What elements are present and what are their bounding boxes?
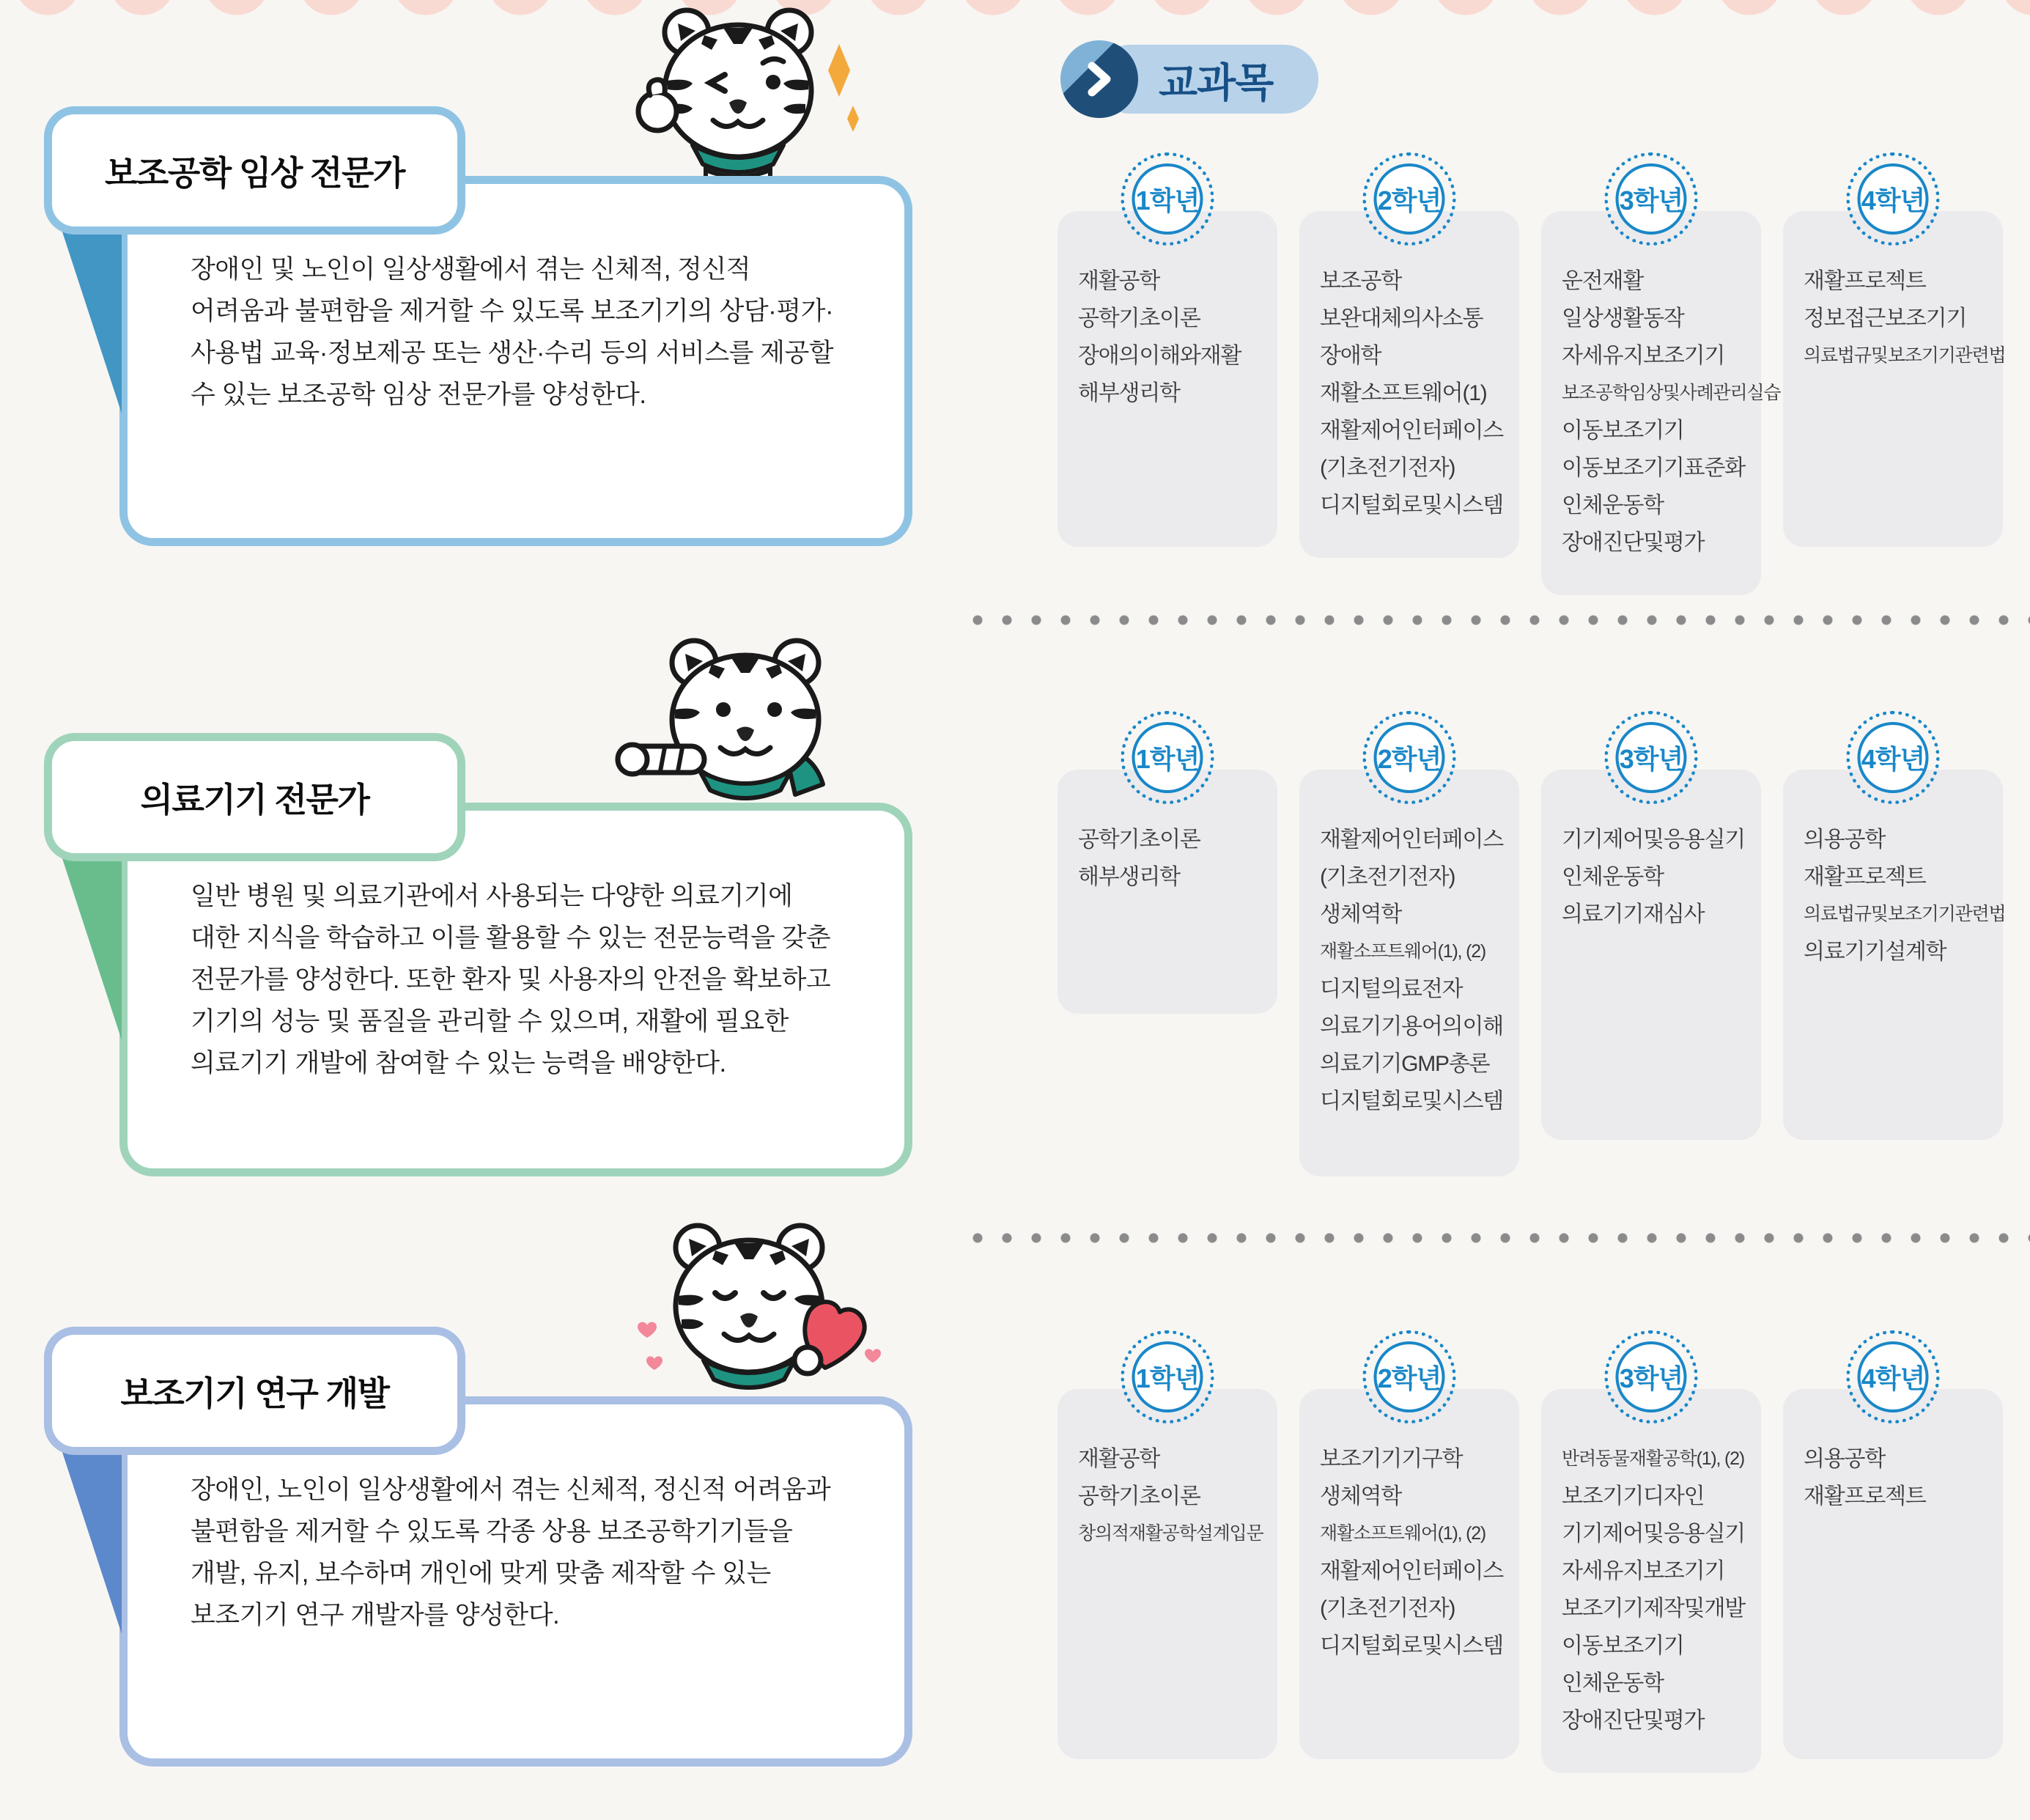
- year-badge-label: 1학년: [1132, 722, 1203, 793]
- profile-title: 의료기기 전문가: [140, 780, 369, 819]
- course-item: 인체운동학: [1562, 493, 1664, 517]
- curriculum-column: [1541, 744, 1761, 1140]
- course-item: 이동보조기기표준화: [1562, 456, 1746, 480]
- course-item: 재활소프트웨어(1): [1320, 381, 1487, 405]
- year-badge-label: 3학년: [1616, 163, 1687, 235]
- course-card: [1299, 211, 1519, 558]
- profile-title: 보조기기 연구 개발: [120, 1374, 389, 1412]
- course-item: 보완대체의사소통: [1320, 306, 1483, 331]
- profile-description: 장애인, 노인이 일상생활에서 겪는 신체적, 정신적 어려움과 불편함을 제거할 수 있도록 각종 상용 보조공학기기들을 개발, 유지, 보수하며 개인에 맞게 맞춤 제작할 수 있는 보조기기 연구 개발자를 양성한다.: [191, 1475, 831, 1629]
- course-card: [1783, 770, 2006, 1140]
- curriculum-column: [1783, 744, 2006, 1140]
- course-item: 의용공학: [1804, 1447, 1886, 1471]
- profile-title-bubble: [44, 106, 465, 235]
- year-badge-label: 3학년: [1616, 722, 1687, 793]
- course-item: 재활공학: [1078, 1447, 1160, 1471]
- dotted-separator: [972, 1232, 2030, 1244]
- year-badge-label: 1학년: [1132, 1341, 1203, 1412]
- course-card: [1783, 1389, 2003, 1759]
- course-item: 기기제어및응용실기: [1562, 1522, 1746, 1546]
- year-badge-label: 3학년: [1616, 1341, 1687, 1412]
- profile-title-bubble: [44, 1327, 465, 1455]
- curriculum-column: [1299, 1363, 1519, 1759]
- course-item: 디지털의료전자: [1320, 977, 1463, 1001]
- course-item: 인체운동학: [1562, 865, 1664, 889]
- year-badge: [1847, 1330, 1940, 1423]
- course-item: 디지털회로및시스템: [1320, 1634, 1504, 1658]
- dotted-separator: [972, 614, 2030, 626]
- course-card: [1299, 1389, 1519, 1759]
- year-badge-label: 1학년: [1132, 163, 1203, 235]
- year-badge: [1847, 711, 1940, 804]
- course-item: 장애진단및평가: [1562, 531, 1705, 555]
- course-item: 재활소프트웨어(1), (2): [1320, 941, 1486, 962]
- curriculum-column: [1783, 185, 2006, 547]
- course-card: [1541, 211, 1781, 595]
- course-item: 재활제어인터페이스: [1320, 1559, 1504, 1583]
- course-item: 반려동물재활공학(1), (2): [1562, 1448, 1745, 1469]
- curriculum-column: [1058, 185, 1277, 547]
- course-item: 해부생리학: [1078, 381, 1180, 405]
- course-item: 의용공학: [1804, 828, 1886, 852]
- course-card: [1783, 211, 2006, 547]
- curriculum-column: [1541, 185, 1781, 595]
- course-item: 재활제어인터페이스: [1320, 419, 1504, 443]
- course-item: 보조기기제작및개발: [1562, 1596, 1746, 1621]
- year-badge-label: 4학년: [1858, 163, 1929, 235]
- course-item: 생체역학: [1320, 1484, 1402, 1508]
- profile-title-bubble: [44, 733, 465, 861]
- year-badge: [1605, 152, 1698, 246]
- subjects-header-label: 교과목: [1096, 45, 1318, 114]
- tiger-mascot-pointing-icon: [612, 632, 861, 808]
- course-item: 의료기기재심사: [1562, 902, 1705, 926]
- profile-title: 보조공학 임상 전문가: [105, 153, 405, 192]
- year-badge: [1363, 1330, 1456, 1423]
- year-badge-label: 2학년: [1374, 1341, 1445, 1412]
- course-item: 이동보조기기: [1562, 419, 1684, 443]
- tiger-mascot-wink-finger-heart-icon: [619, 1, 861, 185]
- course-item: 창의적재활공학설계입문: [1078, 1523, 1263, 1544]
- year-badge: [1121, 152, 1214, 246]
- profile-description: 장애인 및 노인이 일상생활에서 겪는 신체적, 정신적 어려움과 불편함을 제거할 수 있도록 보조기기의 상담·평가·사용법 교육·정보제공 또는 생산·수리 등의 서비스를 제공할 수 있는 보조공학 임상 전문가를 양성한다.: [191, 255, 834, 409]
- course-item: 공학기초이론: [1078, 828, 1200, 852]
- course-card: [1058, 770, 1277, 1014]
- tiger-mascot-holding-heart-icon: [623, 1217, 887, 1400]
- year-badge-label: 4학년: [1858, 722, 1929, 793]
- course-card: [1541, 1389, 1761, 1773]
- course-item: 보조기기디자인: [1562, 1484, 1705, 1508]
- curriculum-row-assistive-device-rnd: [1058, 1363, 2003, 1773]
- course-item: 생체역학: [1320, 902, 1402, 926]
- course-item: 재활소프트웨어(1), (2): [1320, 1523, 1486, 1544]
- course-item: 장애의이해와재활: [1078, 344, 1241, 368]
- course-item: 재활프로젝트: [1804, 865, 1926, 889]
- course-item: 재활프로젝트: [1804, 269, 1926, 293]
- curriculum-row-medical-device: [1058, 744, 2006, 1176]
- course-card: [1058, 211, 1277, 547]
- course-item: 의료법규및보조기기관련법: [1804, 345, 2006, 366]
- course-item: (기초전기전자): [1320, 456, 1455, 480]
- course-item: 해부생리학: [1078, 865, 1180, 889]
- course-item: 보조공학임상및사례관리실습: [1562, 383, 1781, 403]
- course-item: 기기제어및응용실기: [1562, 828, 1746, 852]
- course-card: [1058, 1389, 1277, 1759]
- course-card: [1541, 770, 1761, 1140]
- year-badge: [1605, 711, 1698, 804]
- course-item: 의료기기설계학: [1804, 940, 1946, 964]
- curriculum-row-assistive-tech-clinical: [1058, 185, 2006, 595]
- course-item: 재활공학: [1078, 269, 1160, 293]
- course-card: [1299, 770, 1519, 1176]
- course-item: 장애학: [1320, 344, 1381, 368]
- course-item: 재활프로젝트: [1804, 1484, 1926, 1508]
- course-item: 운전재활: [1562, 269, 1644, 293]
- curriculum-column: [1299, 744, 1519, 1176]
- year-badge: [1121, 1330, 1214, 1423]
- course-item: 의료기기GMP총론: [1320, 1052, 1490, 1076]
- top-scallop-border: [0, 0, 2030, 22]
- course-item: 의료기기용어의이해: [1320, 1014, 1504, 1039]
- course-item: 자세유지보조기기: [1562, 1559, 1725, 1583]
- year-badge: [1847, 152, 1940, 246]
- course-item: 공학기초이론: [1078, 1484, 1200, 1508]
- curriculum-column: [1541, 1363, 1761, 1773]
- course-item: 일상생활동작: [1562, 306, 1684, 331]
- course-item: (기초전기전자): [1320, 1596, 1455, 1621]
- curriculum-column: [1299, 185, 1519, 558]
- curriculum-column: [1058, 744, 1277, 1014]
- course-item: 공학기초이론: [1078, 306, 1200, 331]
- course-item: (기초전기전자): [1320, 865, 1455, 889]
- chevron-right-icon: [1060, 40, 1138, 118]
- year-badge-label: 2학년: [1374, 722, 1445, 793]
- year-badge: [1605, 1330, 1698, 1423]
- course-item: 자세유지보조기기: [1562, 344, 1725, 368]
- course-item: 디지털회로및시스템: [1320, 493, 1504, 517]
- course-item: 정보접근보조기기: [1804, 306, 1967, 331]
- year-badge: [1121, 711, 1214, 804]
- year-badge: [1363, 711, 1456, 804]
- course-item: 의료법규및보조기기관련법: [1804, 904, 2006, 924]
- year-badge-label: 4학년: [1858, 1341, 1929, 1412]
- course-item: 보조공학: [1320, 269, 1402, 293]
- course-item: 재활제어인터페이스: [1320, 828, 1504, 852]
- subjects-header: [1060, 40, 1318, 118]
- profile-description: 일반 병원 및 의료기관에서 사용되는 다양한 의료기기에 대한 지식을 학습하고 이를 활용할 수 있는 전문능력을 갖춘 전문가를 양성한다. 또한 환자 및 사용자의 안전을 확보하고 기기의 성능 및 품질을 관리할 수 있으며, 재활에 필요한 의료기기 개발에 참여할 수 있는 능력을 배양한다.: [191, 882, 831, 1077]
- course-item: 보조기기기구학: [1320, 1447, 1463, 1471]
- course-item: 이동보조기기: [1562, 1634, 1684, 1658]
- course-item: 장애진단및평가: [1562, 1709, 1705, 1733]
- course-item: 인체운동학: [1562, 1671, 1664, 1695]
- curriculum-column: [1783, 1363, 2003, 1759]
- year-badge: [1363, 152, 1456, 246]
- course-item: 디지털회로및시스템: [1320, 1089, 1504, 1113]
- curriculum-column: [1058, 1363, 1277, 1759]
- year-badge-label: 2학년: [1374, 163, 1445, 235]
